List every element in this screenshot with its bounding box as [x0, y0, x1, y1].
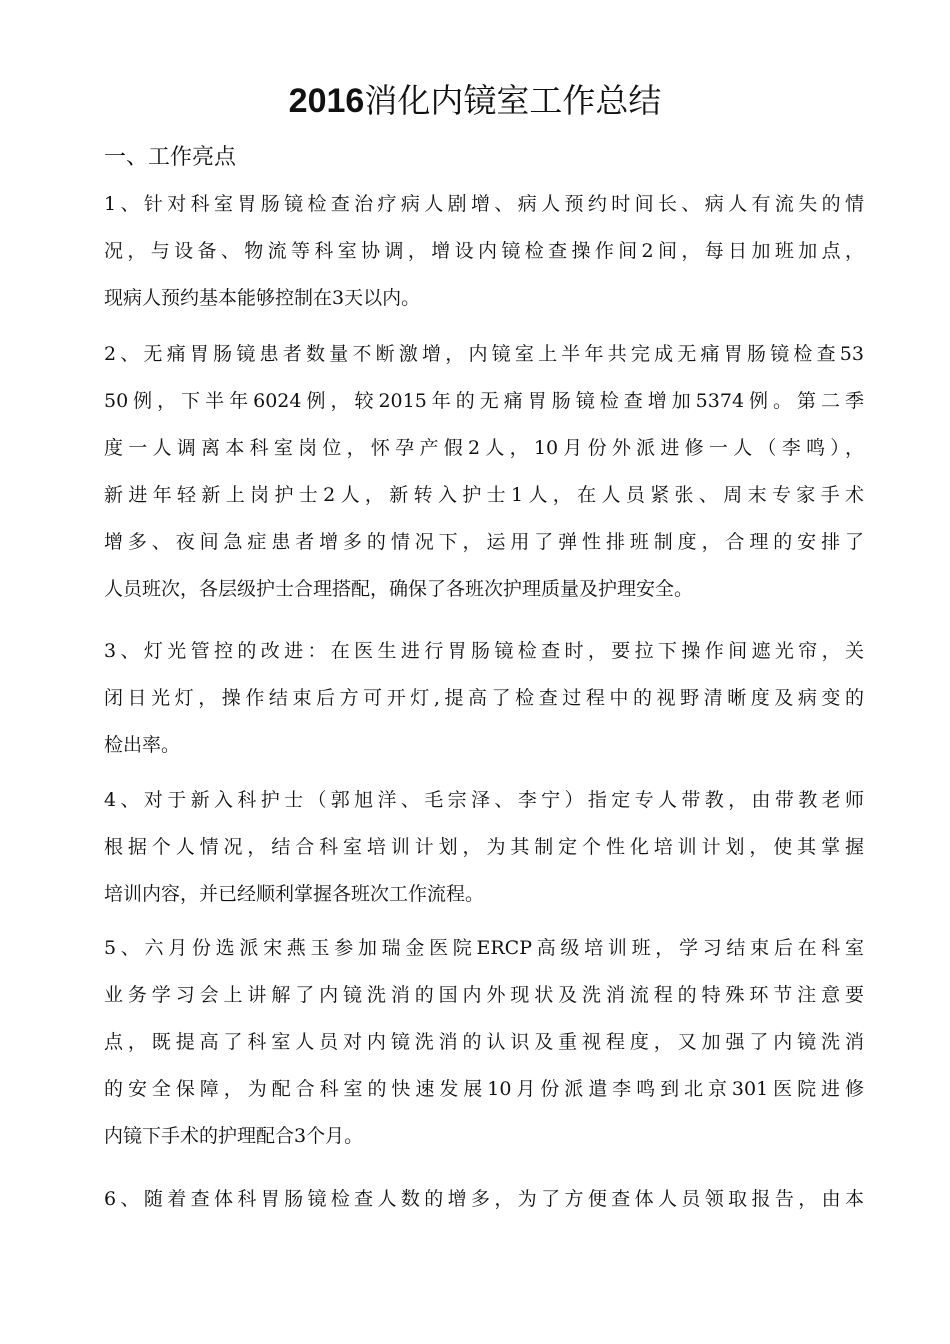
paragraph-line: 现病人预约基本能够控制在3天以内。: [104, 287, 421, 309]
paragraph-line: 的安全保障，为配合科室的快速发展10月份派遣李鸣到北京301医院进修: [104, 1078, 864, 1100]
paragraph-line: 50例，下半年6024例，较2015年的无痛胃肠镜检查增加5374例。第二季: [104, 390, 864, 412]
paragraph-line: 根据个人情况，结合科室培训计划，为其制定个性化培训计划，使其掌握: [104, 836, 864, 858]
paragraph-line: 培训内容，并已经顺利掌握各班次工作流程。: [104, 883, 485, 905]
paragraph-line: 6、随着查体科胃肠镜检查人数的增多，为了方便查体人员领取报告，由本: [104, 1188, 864, 1210]
paragraph-5: [104, 925, 864, 1160]
paragraph-line: 闭日光灯，操作结束后方可开灯,提高了检查过程中的视野清晰度及病变的: [104, 687, 864, 709]
paragraph-line: 度一人调离本科室岗位，怀孕产假2人，10月份外派进修一人（李鸣），: [104, 437, 864, 459]
section-heading: 一、工作亮点: [104, 145, 237, 170]
paragraph-line: 内镜下手术的护理配合3个月。: [104, 1125, 364, 1147]
paragraph-line: 4、对于新入科护士（郭旭洋、毛宗泽、李宁）指定专人带教，由带教老师: [104, 789, 864, 811]
paragraph-line: 5、六月份选派宋燕玉参加瑞金医院ERCP高级培训班，学习结束后在科室: [104, 937, 864, 959]
paragraph-line: 新进年轻新上岗护士2人，新转入护士1人，在人员紧张、周末专家手术: [104, 484, 864, 506]
paragraph-3: [104, 628, 864, 769]
paragraph-line: 2、无痛胃肠镜患者数量不断激增，内镜室上半年共完成无痛胃肠镜检查53: [104, 343, 864, 365]
paragraph-line: 况，与设备、物流等科室协调，增设内镜检查操作间2间，每日加班加点，: [104, 240, 864, 262]
title-year: 2016: [288, 82, 365, 120]
paragraph-6: [104, 1176, 864, 1223]
document-title: [0, 78, 950, 124]
paragraph-line: 3、灯光管控的改进：在医生进行胃肠镜检查时，要拉下操作间遮光帘，关: [104, 640, 864, 662]
paragraph-1: [104, 181, 864, 322]
paragraph-2: [104, 331, 864, 613]
paragraph-line: 点，既提高了科室人员对内镜洗消的认识及重视程度，又加强了内镜洗消: [104, 1031, 864, 1053]
paragraph-line: 检出率。: [104, 734, 181, 756]
paragraph-line: 业务学习会上讲解了内镜洗消的国内外现状及洗消流程的特殊环节注意要: [104, 984, 864, 1006]
paragraph-line: 1、针对科室胃肠镜检查治疗病人剧增、病人预约时间长、病人有流失的情: [104, 193, 864, 215]
title-text: 消化内镜室工作总结: [364, 81, 662, 120]
paragraph-line: 人员班次，各层级护士合理搭配，确保了各班次护理质量及护理安全。: [104, 578, 694, 600]
paragraph-4: [104, 777, 864, 918]
paragraph-line: 增多、夜间急症患者增多的情况下，运用了弹性排班制度，合理的安排了: [104, 531, 864, 553]
